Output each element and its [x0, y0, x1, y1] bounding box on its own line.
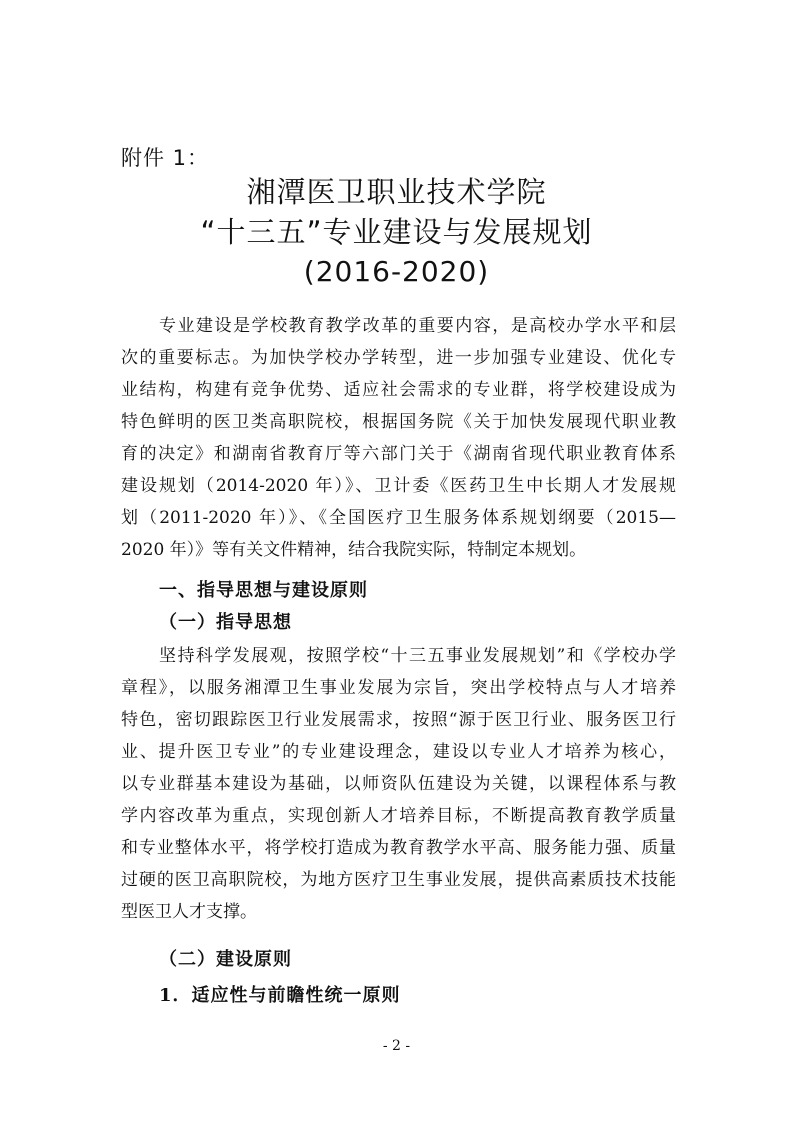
intro-line: 次的重要标志。为加快学校办学转型，进一步加强专业建设、优化专 [121, 348, 676, 368]
intro-line: 业结构，构建有竞争优势、适应社会需求的专业群，将学校建设成为 [121, 380, 676, 400]
intro-line: 2020 年）》等有关文件精神，结合我院实际，特制定本规划。 [121, 540, 587, 560]
guiding-line: 学内容改革为重点，实现创新人才培养目标，不断提高教育教学质量 [121, 806, 676, 826]
page-number: - 2 - [382, 1038, 411, 1054]
principle-heading-1: 1．适应性与前瞻性统一原则 [159, 985, 401, 1006]
document-title-line-1: 湘潭医卫职业技术学院 [246, 175, 547, 209]
guiding-line: 过硬的医卫高职院校，为地方医疗卫生事业发展，提供高素质技术技能 [121, 870, 676, 890]
subsection-heading-guiding: （一）指导思想 [159, 612, 292, 633]
guiding-line: 业、提升医卫专业”的专业建设理念，建设以专业人才培养为核心， [121, 742, 676, 762]
intro-line: 建设规划（2014-2020 年）》、卫计委《医药卫生中长期人才发展规 [121, 476, 676, 496]
guiding-line: 坚持科学发展观，按照学校“十三五事业发展规划”和《学校办学 [159, 646, 676, 666]
subsection-heading-principles: （二）建设原则 [159, 949, 292, 970]
guiding-line: 特色，密切跟踪医卫行业发展需求，按照“源于医卫行业、服务医卫行 [121, 710, 676, 730]
intro-line: 特色鲜明的医卫类高职院校，根据国务院《关于加快发展现代职业教 [121, 412, 676, 432]
intro-line: 育的决定》和湖南省教育厅等六部门关于《湖南省现代职业教育体系 [121, 444, 676, 464]
guiding-line: 和专业整体水平，将学校打造成为教育教学水平高、服务能力强、质量 [121, 838, 676, 858]
intro-line: 划（2011-2020 年）》、《全国医疗卫生服务体系规划纲要（2015— [121, 508, 676, 528]
document-title-line-2: “十三五”专业建设与发展规划 [200, 215, 593, 249]
intro-paragraph [121, 310, 676, 566]
guiding-line: 型医卫人才支撑。 [121, 902, 257, 922]
attachment-label: 附件 1： [121, 146, 210, 170]
guiding-line: 章程》，以服务湘潭卫生事业发展为宗旨，突出学校特点与人才培养 [121, 678, 676, 698]
guiding-line: 以专业群基本建设为基础，以师资队伍建设为关键，以课程体系与教 [121, 774, 676, 794]
document-title-line-3: (2016-2020) [303, 255, 490, 288]
section-heading-1: 一、指导思想与建设原则 [159, 580, 368, 601]
guiding-paragraph [121, 640, 676, 928]
intro-line: 专业建设是学校教育教学改革的重要内容，是高校办学水平和层 [159, 316, 676, 336]
